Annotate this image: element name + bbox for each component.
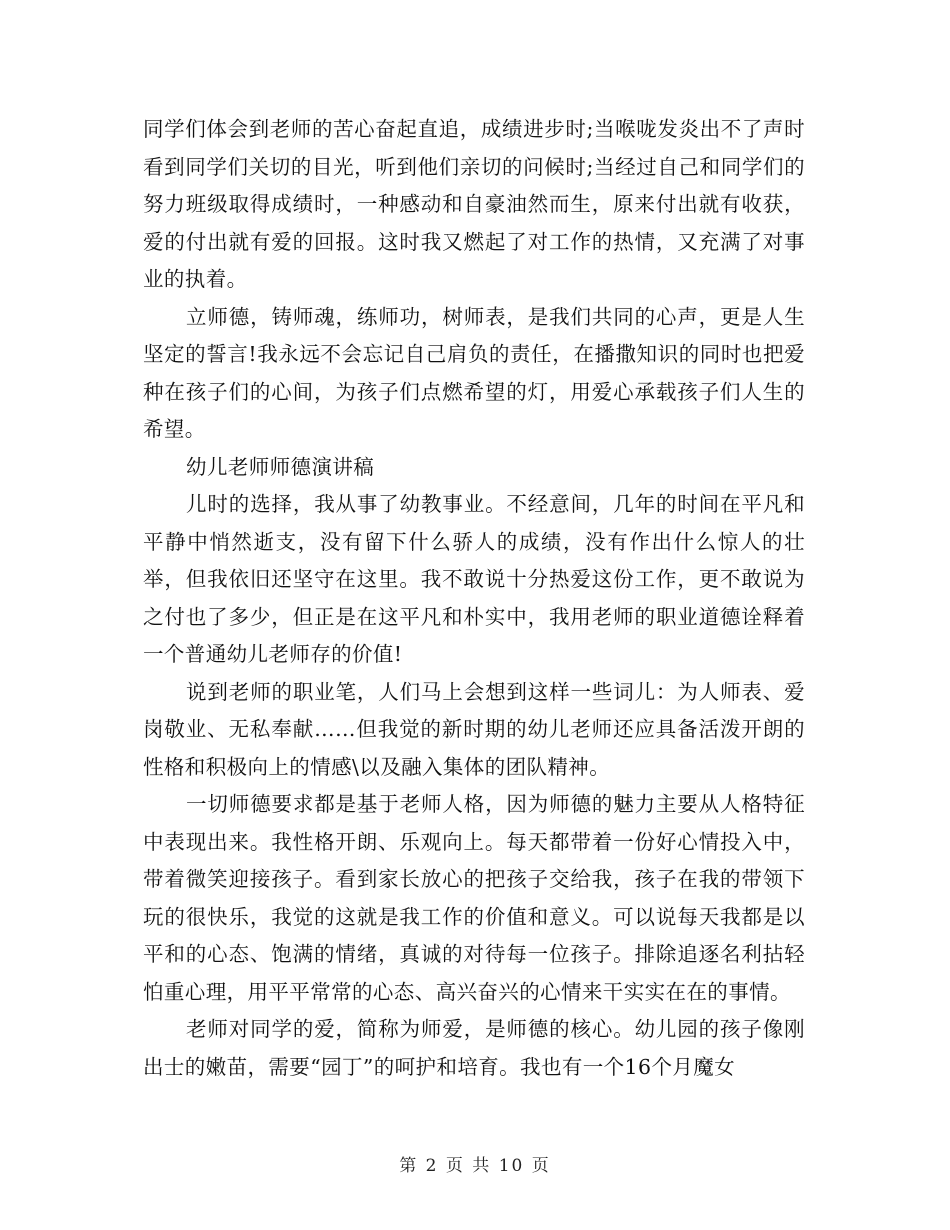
section-heading: 幼儿老师师德演讲稿	[186, 454, 375, 479]
paragraph-4: 说到老师的职业笔，人们马上会想到这样一些词儿：为人师表、爱岗敬业、无私奉献……但我觉的新时期的幼儿老师还应具备活泼开朗的性格和积极向上的情感\以及融入集体的团队精神。	[143, 679, 805, 779]
paragraph-6: 老师对同学的爱，简称为师爱，是师德的核心。幼儿园的孩子像刚出士的嫩苗，需要“园丁”的呵护和培育。我也有一个16个月魔女	[143, 1017, 805, 1079]
paragraph-3: 儿时的选择，我从事了幼教事业。不经意间，几年的时间在平凡和平静中悄然逝支，没有留下什么骄人的成绩，没有作出什么惊人的壮举，但我依旧还坚守在这里。我不敢说十分热爱这份工作，更不敢说为之付也了多少，但正是在这平凡和朴实中，我用老师的职业道德诠释着一个普通幼儿老师存的价值!	[143, 492, 805, 666]
document-body	[143, 111, 805, 1086]
paragraph-5: 一切师德要求都是基于老师人格，因为师德的魅力主要从人格特征中表现出来。我性格开朗、乐观向上。每天都带着一份好心情投入中，带着微笑迎接孩子。看到家长放心的把孩子交给我，孩子在我的带领下玩的很快乐，我觉的这就是我工作的价值和意义。可以说每天我都是以平和的心态、饱满的情绪，真诚的对待每一位孩子。排除追逐名利拈轻怕重心理，用平平常常的心态、高兴奋兴的心情来干实实在在的事情。	[143, 792, 805, 1004]
page-number-footer: 第 2 页 共 10 页	[399, 1156, 551, 1176]
paragraph-1: 同学们体会到老师的苦心奋起直追，成绩进步时;当喉咙发炎出不了声时看到同学们关切的目光，听到他们亲切的问候时;当经过自己和同学们的努力班级取得成绩时，一种感动和自豪油然而生，原来付出就有收获，爱的付出就有爱的回报。这时我又燃起了对工作的热情，又充满了对事业的执着。	[143, 117, 805, 291]
paragraph-2: 立师德，铸师魂，练师功，树师表，是我们共同的心声，更是人生坚定的誓言!我永远不会忘记自己肩负的责任，在播撒知识的同时也把爱种在孩子们的心间，为孩子们点燃希望的灯，用爱心承载孩子们人生的希望。	[143, 304, 805, 441]
